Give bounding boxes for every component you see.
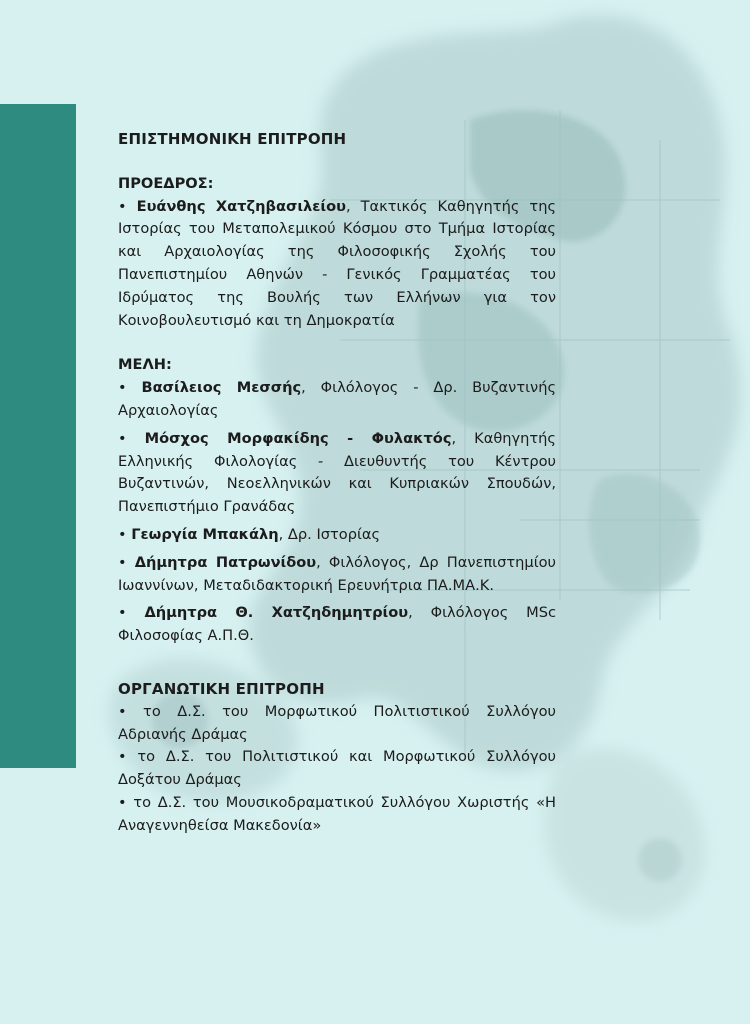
member-name: Γεωργία Μπακάλη [131,525,279,543]
member-name: Μόσχος Μορφακίδης - Φυλακτός [144,429,452,447]
side-color-band [0,104,76,768]
member-desc: , Φιλόλογος, Δρ Πανεπιστημίου Ιωαννίνων, Μεταδιδακτορική Ερευνήτρια ΠΑ.ΜΑ.Κ. [118,553,557,594]
document-content [118,128,556,838]
organizing-item: • το Δ.Σ. του Μουσικοδραματικού Συλλόγου Χωριστής «Η Αναγεννηθείσα Μακεδονία» [118,793,556,834]
member-entry [118,377,556,423]
president-name: Ευάνθης Χατζηβασιλείου [136,197,346,215]
bullet: • [118,197,127,215]
member-name: Δήμητρα Θ. Χατζηδημητρίου [144,604,409,622]
bullet: • [118,553,127,571]
organizing-committee-heading: ΟΡΓΑΝΩΤΙΚΗ ΕΠΙΤΡΟΠΗ [118,679,325,698]
president-desc: , Τακτικός Καθηγητής της Ιστορίας του Μεταπολεμικού Κόσμου στο Τμήμα Ιστορίας και Αρχαιολογίας της Φιλοσοφικής Σχολής του Πανεπιστημίου Αθηνών - Γενικός Γραμματέας του Ιδρύματος της Βουλής των Ελλήνων για τον Κοινοβουλευτισμό και τη Δημοκρατία [118,197,557,329]
members-label: ΜΕΛΗ: [118,356,172,374]
member-desc: , Φιλόλογος MSc Φιλοσοφίας Α.Π.Θ. [118,604,557,645]
bullet: • [118,604,127,622]
member-entry [118,428,556,519]
member-entry [118,602,556,648]
bullet: • [118,379,127,397]
member-entry [118,552,556,598]
organizing-item: • το Δ.Σ. του Μορφωτικού Πολιτιστικού Συλλόγου Αδριανής Δράμας [118,702,556,743]
scientific-committee-heading: ΕΠΙΣΤΗΜΟΝΙΚΗ ΕΠΙΤΡΟΠΗ [118,130,347,148]
member-name: Δήμητρα Πατρωνίδου [134,553,317,571]
president-label: ΠΡΟΕΔΡΟΣ: [118,174,214,192]
bullet: • [118,429,127,447]
member-desc: , Καθηγητής Ελληνικής Φιλολογίας - Διευθυντής του Κέντρου Βυζαντινών, Νεοελληνικών και Κυπριακών Σπουδών, Πανεπιστήμιο Γρανάδας [118,429,556,516]
president-entry [118,196,556,333]
member-name: Βασίλειος Μεσσής [141,379,302,397]
member-entry [118,524,556,547]
organizing-item: • το Δ.Σ. του Πολιτιστικού και Μορφωτικού Συλλόγου Δοξάτου Δράμας [118,748,556,789]
member-desc: , Φιλόλογος - Δρ. Βυζαντινής Αρχαιολογίας [118,379,557,419]
bullet: • [118,525,127,543]
member-desc: , Δρ. Ιστορίας [278,525,381,543]
